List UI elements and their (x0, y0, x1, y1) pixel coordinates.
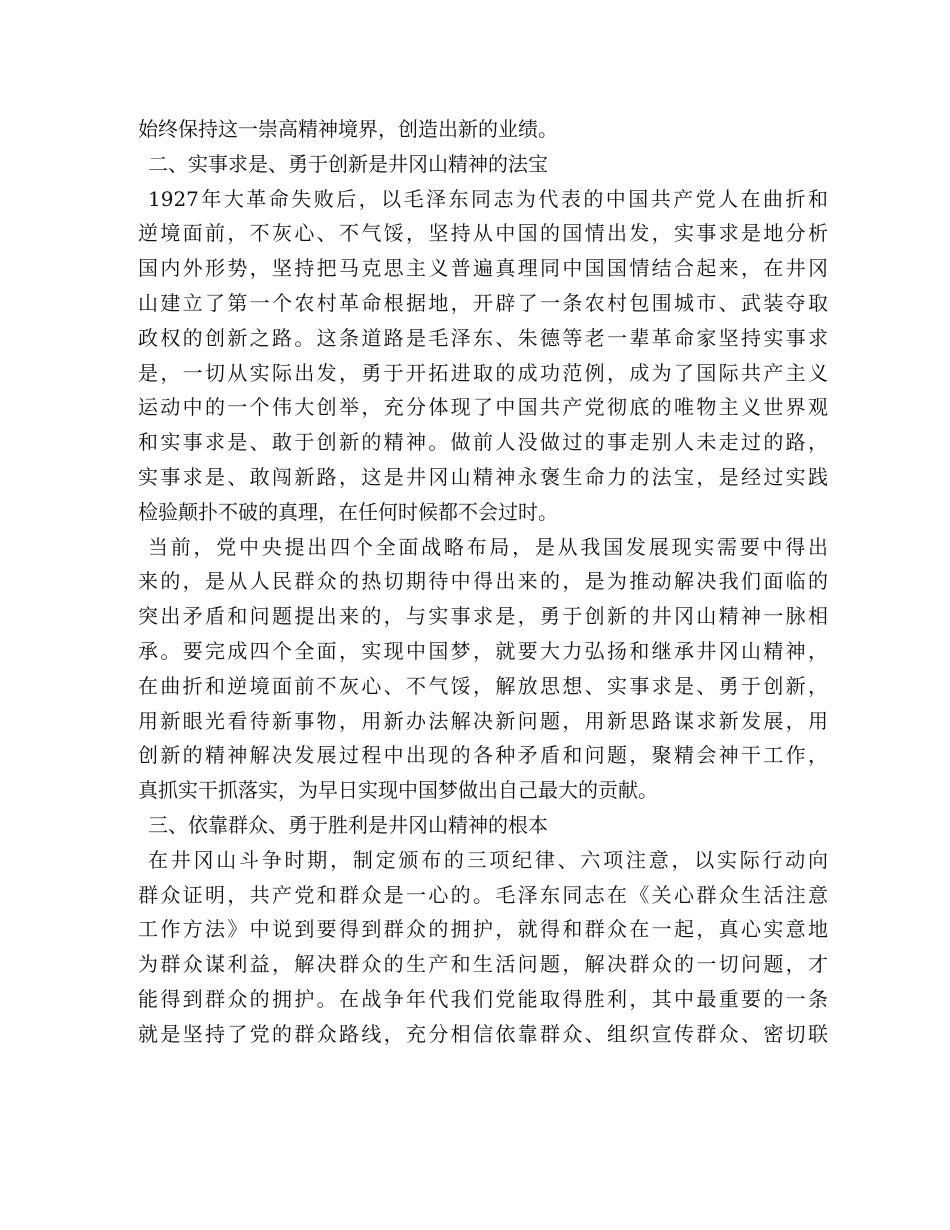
text-line: 在井冈山斗争时期，制定颁布的三项纪律、六项注意，以实际行动向 (148, 847, 828, 872)
text-line: 就是坚持了党的群众路线，充分相信依靠群众、组织宣传群众、密切联 (138, 1021, 828, 1046)
text-line: 逆境面前，不灰心、不气馁，坚持从中国的国情出发，实事求是地分析 (138, 221, 828, 246)
text-line: 来的，是从人民群众的热切期待中得出来的，是为推动解决我们面临的 (138, 569, 828, 594)
text-line: 是，一切从实际出发，勇于开拓进取的成功范例，成为了国际共产主义 (138, 360, 828, 385)
text-line: 二、实事求是、勇于创新是井冈山精神的法宝 (148, 151, 548, 176)
text-line: 和实事求是、敢于创新的精神。做前人没做过的事走别人未走过的路， (138, 430, 828, 455)
text-line: 检验颠扑不破的真理，在任何时候都不会过时。 (138, 499, 558, 524)
text-line: 能得到群众的拥护。在战争年代我们党能取得胜利，其中最重要的一条 (138, 986, 828, 1011)
text-line: 在曲折和逆境面前不灰心、不气馁，解放思想、实事求是、勇于创新， (138, 673, 828, 698)
text-line: 国内外形势，坚持把马克思主义普遍真理同中国国情结合起来，在井冈 (138, 256, 828, 281)
text-line: 创新的精神解决发展过程中出现的各种矛盾和问题，聚精会神干工作， (138, 743, 828, 768)
text-line: 用新眼光看待新事物，用新办法解决新问题，用新思路谋求新发展，用 (138, 708, 828, 733)
text-line: 群众证明，共产党和群众是一心的。毛泽东同志在《关心群众生活注意 (138, 882, 828, 907)
document-page (138, 112, 828, 1052)
text-line: 为群众谋利益，解决群众的生产和生活问题，解决群众的一切问题，才 (138, 952, 828, 977)
text-line: 突出矛盾和问题提出来的，与实事求是，勇于创新的井冈山精神一脉相 (138, 604, 828, 629)
text-line: 山建立了第一个农村革命根据地，开辟了一条农村包围城市、武装夺取 (138, 290, 828, 315)
text-line: 1927年大革命失败后，以毛泽东同志为代表的中国共产党人在曲折和 (148, 186, 828, 211)
text-line: 三、依靠群众、勇于胜利是井冈山精神的根本 (148, 812, 548, 837)
text-line: 始终保持这一崇高精神境界，创造出新的业绩。 (138, 117, 558, 141)
text-line: 工作方法》中说到要得到群众的拥护，就得和群众在一起，真心实意地 (138, 917, 828, 942)
text-line: 真抓实干抓落实，为早日实现中国梦做出自己最大的贡献。 (138, 778, 658, 803)
text-line: 实事求是、敢闯新路，这是井冈山精神永褒生命力的法宝，是经过实践 (138, 464, 828, 489)
text-line: 运动中的一个伟大创举，充分体现了中国共产党彻底的唯物主义世界观 (138, 395, 828, 420)
text-line: 当前，党中央提出四个全面战略布局，是从我国发展现实需要中得出 (148, 534, 828, 559)
text-line: 承。要完成四个全面，实现中国梦，就要大力弘扬和继承井冈山精神， (138, 638, 828, 663)
text-line: 政权的创新之路。这条道路是毛泽东、朱德等老一辈革命家坚持实事求 (138, 325, 828, 350)
